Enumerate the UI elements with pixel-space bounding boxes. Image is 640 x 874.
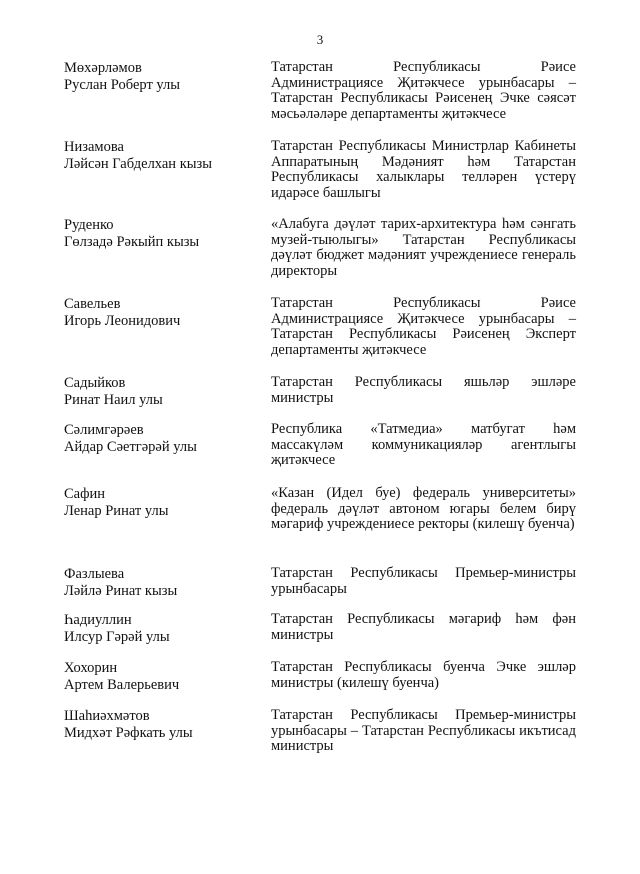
surname: Мөхәрләмов — [64, 60, 142, 76]
surname: Фазлыева — [64, 566, 125, 582]
person-name — [64, 217, 254, 251]
person-name — [64, 486, 254, 520]
position-text: «Казан (Идел буе) федераль университеты» федераль дәүләт автоном югары белем бирү мәгариф учреждениесе ректоры (килешү буенча) — [271, 485, 576, 533]
position-text: Республика «Татмедиа» матбугат һәм массакүләм коммуникацияләр агентлыгы җитәкчесе — [271, 421, 576, 469]
person-name — [64, 660, 254, 694]
given-name: Айдар Сәетгәрәй улы — [64, 439, 197, 455]
surname: Һадиуллин — [64, 612, 132, 628]
surname: Садыйков — [64, 375, 126, 391]
position-text: Татарстан Республикасы мәгариф һәм фән министры — [271, 611, 576, 643]
given-name: Ләйлә Ринат кызы — [64, 583, 178, 599]
given-name: Гөлзадә Рәкыйп кызы — [64, 234, 200, 250]
surname: Шаһиәхмәтов — [64, 708, 150, 724]
position-text: «Алабуга дәүләт тарих-архитектура һәм сәнгать музей-тыюлыгы» Татарстан Республикасы дәүләт бюджет мәдәният учреждениесе генераль директоры — [271, 216, 576, 280]
position-text: Татарстан Республикасы Премьер-министры урынбасары – Татарстан Республикасы икътисад министры — [271, 707, 576, 755]
person-name — [64, 566, 254, 600]
given-name: Илсур Гәрәй улы — [64, 629, 170, 645]
person-name — [64, 612, 254, 646]
given-name: Мидхәт Рәфкать улы — [64, 725, 193, 741]
given-name: Игорь Леонидович — [64, 313, 181, 329]
position-text: Татарстан Республикасы Премьер-министры урынбасары — [271, 565, 576, 597]
surname: Низамова — [64, 139, 124, 155]
person-name — [64, 375, 254, 409]
position-text: Татарстан Республикасы Рәисе Администрациясе Җитәкчесе урынбасары – Татарстан Республикасы Рәисенең Эчке сәясәт мәсьәләләре департаменты җитәкчесе — [271, 59, 576, 123]
position-text: Татарстан Республикасы Министрлар Кабинеты Аппаратының Мәдәният һәм Татарстан Республикасы халыклары телләрен үстерү идарәсе башлыгы — [271, 138, 576, 202]
given-name: Ләйсән Габделхан кызы — [64, 156, 212, 172]
surname: Хохорин — [64, 660, 118, 676]
given-name: Артем Валерьевич — [64, 677, 180, 693]
given-name: Ринат Наил улы — [64, 392, 163, 408]
person-name — [64, 139, 254, 173]
person-name — [64, 296, 254, 330]
position-text: Татарстан Республикасы буенча Эчке эшләр министры (килешү буенча) — [271, 659, 576, 691]
surname: Савельев — [64, 296, 121, 312]
page-number: 3 — [316, 32, 324, 47]
person-name — [64, 60, 254, 94]
surname: Руденко — [64, 217, 114, 233]
given-name: Руслан Роберт улы — [64, 77, 180, 93]
person-name — [64, 708, 254, 742]
given-name: Ленар Ринат улы — [64, 503, 169, 519]
position-text: Татарстан Республикасы Рәисе Администрациясе Җитәкчесе урынбасары – Татарстан Республикасы Рәисенең Эксперт департаменты җитәкчесе — [271, 295, 576, 359]
surname: Сафин — [64, 486, 106, 502]
surname: Сәлимгәрәев — [64, 422, 144, 438]
position-text: Татарстан Республикасы яшьләр эшләре министры — [271, 374, 576, 406]
person-name — [64, 422, 254, 456]
